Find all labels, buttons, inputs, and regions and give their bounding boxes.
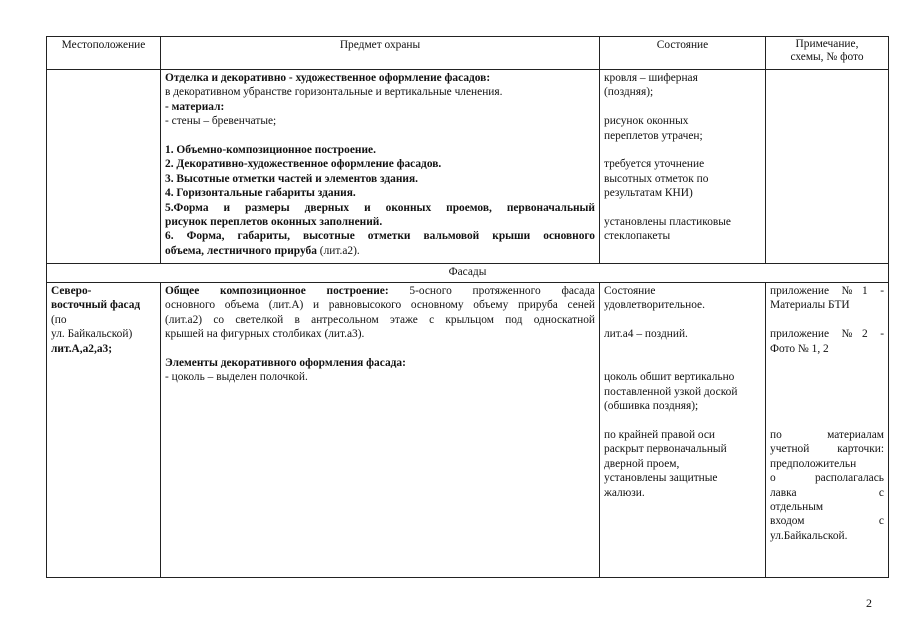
text-line-content: 4. Горизонтальные габариты здания.: [165, 187, 356, 200]
text-line: [770, 457, 884, 471]
text-line: [770, 486, 884, 500]
text-line-content: по крайней правой оси: [604, 429, 716, 441]
text-line-content: 2. Декоративно-художественное оформление фасадов.: [165, 158, 442, 171]
text-line: [51, 327, 156, 341]
text-line-content: приложение №2 -: [770, 328, 884, 341]
text-line-content: раскрыт первоначальный: [604, 443, 727, 456]
row1-subject: [161, 70, 600, 264]
blank-line: [604, 342, 761, 356]
text-line-content: приложение №1 -: [770, 285, 884, 297]
row2-note: [766, 283, 889, 578]
text-line-content: - цоколь – выделен полочкой.: [165, 371, 308, 384]
text-line: [51, 284, 156, 298]
blank-line: [604, 143, 761, 157]
text-line: [165, 85, 595, 99]
text-line-content: Общее композиционное построение:: [165, 285, 389, 297]
blank-line: [604, 201, 761, 215]
text-line-content: о располагалась: [770, 472, 884, 485]
text-line: [165, 186, 595, 200]
text-line-content: лит.А,а2,а3;: [51, 342, 113, 355]
text-line-content: (поздняя);: [604, 86, 654, 99]
text-line: [165, 244, 595, 258]
text-line-content: в декоративном убранстве горизонтальные и вертикальные членения.: [165, 86, 503, 99]
text-line: [165, 172, 595, 186]
text-line-content: (обшивка поздняя);: [604, 400, 699, 413]
header-location: Местоположение: [47, 37, 161, 70]
row2-state: [600, 283, 766, 578]
blank-line: [604, 313, 761, 327]
text-line: [51, 298, 156, 312]
text-line: [604, 172, 761, 186]
text-line-content: восточный фасад: [51, 299, 141, 312]
text-line-content: основного объема (лит.А) и равновысокого основному объему прируба сеней: [165, 299, 595, 312]
text-line-content: - материал:: [165, 100, 225, 113]
header-note-line: схемы, № фото: [790, 51, 864, 63]
text-line-content: высотных отметок по: [604, 172, 709, 185]
blank-line: [604, 356, 761, 370]
text-line: [604, 298, 761, 312]
text-line-content: - стены – бревенчатые;: [165, 115, 277, 128]
text-line-suffix: (лит.а2).: [316, 244, 360, 257]
text-line: [604, 186, 761, 200]
text-line-content: рисунок переплетов оконных заполнений.: [165, 216, 383, 229]
row1-state: [600, 70, 766, 264]
header-row: [47, 37, 889, 70]
blank-line: [770, 414, 884, 428]
blank-line: [165, 342, 595, 356]
text-line: [604, 399, 761, 413]
text-line: [165, 229, 595, 243]
text-line: [604, 327, 761, 341]
header-note: [766, 37, 889, 70]
table-row: [47, 70, 889, 264]
text-line-content: лавка с: [770, 486, 884, 499]
text-line: [165, 71, 595, 85]
text-line: [770, 442, 884, 456]
text-line: [770, 471, 884, 485]
text-line: [770, 342, 884, 356]
text-line: [165, 298, 595, 312]
text-line: [604, 457, 761, 471]
text-line-content: ул. Байкальской): [51, 328, 133, 341]
text-line-content: результатам КНИ): [604, 187, 693, 200]
text-line-content: Северо-: [51, 285, 92, 297]
text-line-content: учетной карточки:: [770, 443, 884, 456]
text-line: [165, 215, 595, 229]
text-line: [604, 471, 761, 485]
text-line-content: жалюзи.: [604, 486, 645, 499]
blank-line: [770, 385, 884, 399]
row2-location: [47, 283, 161, 578]
text-line-content: крышей на фигурных столбиках (лит.а3).: [165, 328, 365, 341]
row1-note: [766, 70, 889, 264]
text-line-content: Элементы декоративного оформления фасада:: [165, 357, 406, 370]
text-line-content: (лит.а2) со светелкой в антресольном этаже с крыльцом под односкатной: [165, 313, 595, 326]
text-line-content: предположительн: [770, 457, 857, 470]
text-line: [604, 229, 761, 243]
text-line: [604, 71, 761, 85]
text-line: [604, 385, 761, 399]
text-line-content: рисунок оконных: [604, 115, 689, 128]
text-line: [770, 529, 884, 543]
text-line-content: установлены защитные: [604, 472, 718, 485]
text-line-content: 6. Форма, габариты, высотные отметки вальмовой крыши основного: [165, 230, 595, 243]
text-line: [165, 114, 595, 128]
blank-line: [770, 313, 884, 327]
text-line: [165, 327, 595, 341]
text-line-content: удовлетворительное.: [604, 299, 705, 312]
text-line-content: кровля – шиферная: [604, 72, 698, 84]
text-line: [165, 313, 595, 327]
text-line: [51, 342, 156, 356]
blank-line: [604, 414, 761, 428]
text-line-content: ул.Байкальской.: [770, 529, 848, 542]
text-line: [165, 284, 595, 298]
blank-line: [165, 129, 595, 143]
text-line-content: объема, лестничного прируба: [165, 244, 317, 257]
text-line: [604, 129, 761, 143]
text-line: [770, 514, 884, 528]
section-title: Фасады: [47, 264, 889, 283]
blank-line: [770, 370, 884, 384]
header-subject: Предмет охраны: [161, 37, 600, 70]
text-line: [604, 157, 761, 171]
text-line-content: Отделка и декоративно - художественное оформление фасадов:: [165, 72, 491, 84]
text-line: [604, 370, 761, 384]
text-line: [604, 442, 761, 456]
text-line-content: входом с: [770, 515, 884, 528]
table-row: [47, 283, 889, 578]
blank-line: [770, 399, 884, 413]
text-line: [165, 157, 595, 171]
text-line-content: 5.Форма и размеры дверных и оконных проемов, первоначальный: [165, 201, 595, 214]
blank-line: [604, 100, 761, 114]
page-number: 2: [866, 596, 872, 610]
text-line: [165, 100, 595, 114]
text-line: [770, 428, 884, 442]
section-row: [47, 264, 889, 283]
text-line-content: цоколь обшит вертикально: [604, 371, 735, 384]
text-line-content: переплетов утрачен;: [604, 129, 703, 142]
row2-subject: [161, 283, 600, 578]
text-line: [604, 486, 761, 500]
text-line: [604, 85, 761, 99]
text-line-content: Фото № 1, 2: [770, 342, 829, 355]
text-line: [165, 356, 595, 370]
header-state: Состояние: [600, 37, 766, 70]
text-line-content: 3. Высотные отметки частей и элементов здания.: [165, 172, 418, 185]
text-line-content: Материалы БТИ: [770, 299, 850, 312]
text-line: [604, 215, 761, 229]
text-line: [51, 313, 156, 327]
text-line-content: 1. Объемно-композиционное построение.: [165, 144, 376, 157]
text-line-content: отдельным: [770, 501, 824, 513]
text-line: [604, 114, 761, 128]
row1-location: [47, 70, 161, 264]
text-line: [770, 327, 884, 341]
text-line-content: Состояние: [604, 285, 656, 297]
protection-table: [46, 36, 889, 578]
text-line: [770, 500, 884, 514]
text-line: [604, 428, 761, 442]
text-line-content: (по: [51, 313, 67, 326]
text-line-content: поставленной узкой доской: [604, 385, 738, 398]
header-note-line: Примечание,: [795, 38, 859, 50]
text-line-content: дверной проем,: [604, 457, 680, 470]
text-line: [165, 201, 595, 215]
text-line-content: стеклопакеты: [604, 230, 671, 243]
text-line-content: лит.а4 – поздний.: [604, 328, 688, 341]
text-line: [165, 143, 595, 157]
blank-line: [770, 356, 884, 370]
text-line: [165, 370, 595, 384]
text-line-content: требуется уточнение: [604, 158, 705, 171]
text-line-content: по материалам: [770, 428, 884, 441]
text-line-suffix: 5-осного протяженного фасада: [388, 285, 595, 297]
text-line: [770, 298, 884, 312]
text-line-content: установлены пластиковые: [604, 216, 731, 229]
text-line: [770, 284, 884, 298]
text-line: [604, 284, 761, 298]
